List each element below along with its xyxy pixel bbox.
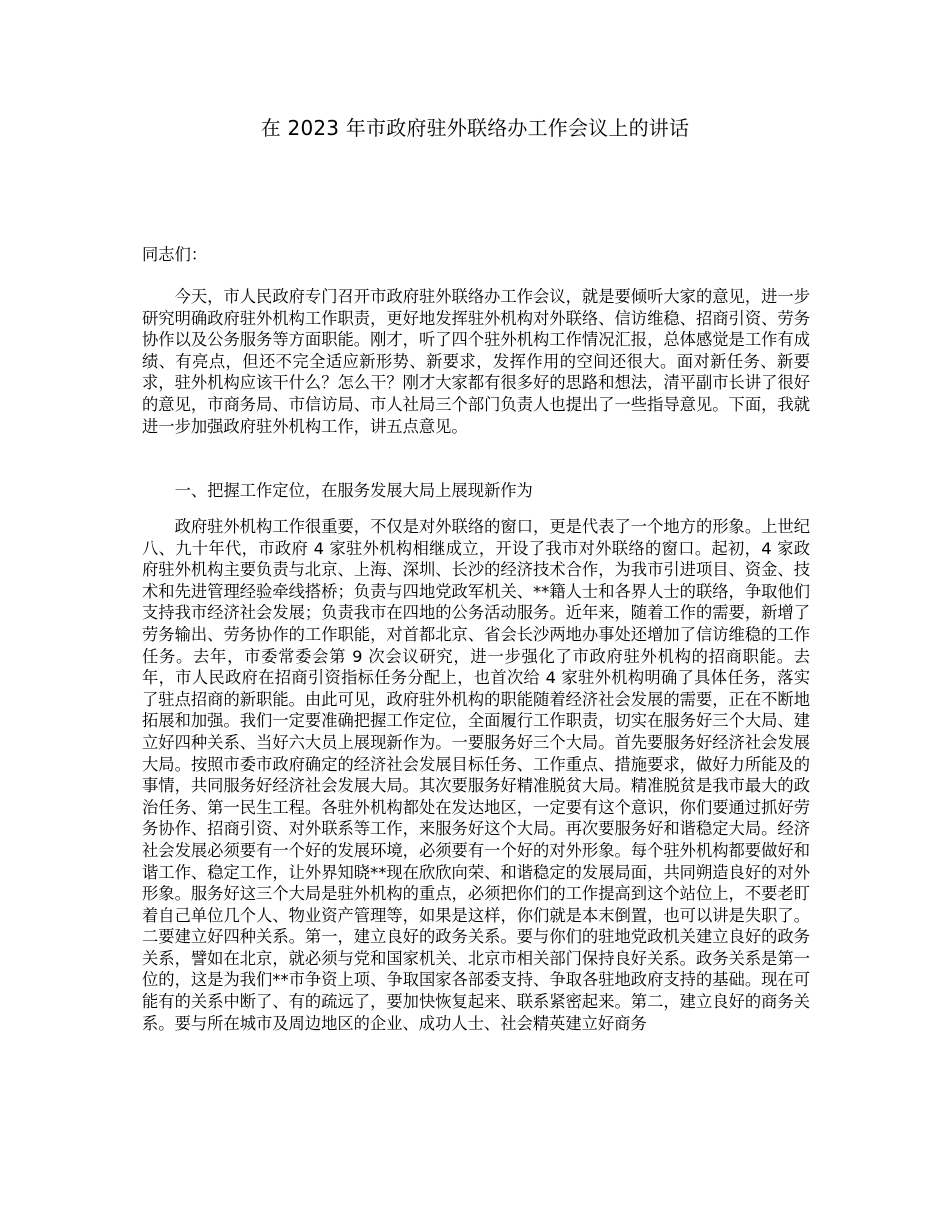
section-heading: 一、把握工作定位，在服务发展大局上展现新作为 bbox=[174, 481, 533, 500]
salutation: 同志们： bbox=[142, 245, 208, 264]
document-title: 在 2023 年市政府驻外联络办工作会议上的讲话 bbox=[260, 116, 690, 140]
opening-paragraph: 今天，市人民政府专门召开市政府驻外联络办工作会议，就是要倾听大家的意见，进一步研究明确政府驻外机构工作职责，更好地发挥驻外机构对外联络、信访维稳、招商引资、劳务协作以及公务服务等方面职能。刚才，听了四个驻外机构工作情况汇报，总体感觉是工作有成绩、有亮点，但还不完全适应新形势、新要求，发挥作用的空间还很大。面对新任务、新要求，驻外机构应该干什么？怎么干？刚才大家都有很多好的思路和想法，清平副市长讲了很好的意见，市商务局、市信访局、市人社局三个部门负责人也提出了一些指导意见。下面，我就进一步加强政府驻外机构工作，讲五点意见。 bbox=[142, 287, 810, 436]
section-paragraph: 政府驻外机构工作很重要，不仅是对外联络的窗口，更是代表了一个地方的形象。上世纪八、九十年代，市政府 4 家驻外机构相继成立，开设了我市对外联络的窗口。起初，4 家政府驻外机构主要负责与北京、上海、深圳、长沙的经济技术合作，为我市引进项目、资金、技术和先进管理经验牵线搭桥；负责与四地党政军机关、**籍人士和各界人士的联络，争取他们支持我市经济社会发展；负责我市在四地的公务活动服务。近年来，随着工作的需要，新增了劳务输出、劳务协作的工作职能，对首都北京、省会长沙两地办事处还增加了信访维稳的工作任务。去年，市委常委会第 9 次会议研究，进一步强化了市政府驻外机构的招商职能。去年，市人民政府在招商引资指标任务分配上，也首次给 4 家驻外机构明确了具体任务，落实了驻点招商的新职能。由此可见，政府驻外机构的职能随着经济社会发展的需要，正在不断地拓展和加强。我们一定要准确把握工作定位，全面履行工作职责，切实在服务好三个大局、建立好四种关系、当好六大员上展现新作为。一要服务好三个大局。首先要服务好经济社会发展大局。按照市委市政府确定的经济社会发展目标任务、工作重点、措施要求，做好力所能及的事情，共同服务好经济社会发展大局。其次要服务好精准脱贫大局。精准脱贫是我市最大的政治任务、第一民生工程。各驻外机构都处在发达地区，一定要有这个意识，你们要通过抓好劳务协作、招商引资、对外联系等工作，来服务好这个大局。再次要服务好和谐稳定大局。经济社会发展必须要有一个好的发展环境，必须要有一个好的对外形象。每个驻外机构都要做好和谐工作、稳定工作，让外界知晓**现在欣欣向荣、和谐稳定的发展局面，共同朔造良好的对外形象。服务好这三个大局是驻外机构的重点，必须把你们的工作提高到这个站位上，不要老盯着自己单位几个人、物业资产管理等，如果是这样，你们就是本末倒置，也可以讲是失职了。二要建立好四种关系。第一，建立良好的政务关系。要与你们的驻地党政机关建立良好的政务关系，譬如在北京，就必须与党和国家机关、北京市相关部门保持良好关系。政务关系是第一位的，这是为我们**市争资上项、争取国家各部委支持、争取各驻地政府支持的基础。现在可能有的关系中断了、有的疏远了，要加快恢复起来、联系紧密起来。第二，建立良好的商务关系。要与所在城市及周边地区的企业、成功人士、社会精英建立好商务 bbox=[142, 517, 810, 1033]
